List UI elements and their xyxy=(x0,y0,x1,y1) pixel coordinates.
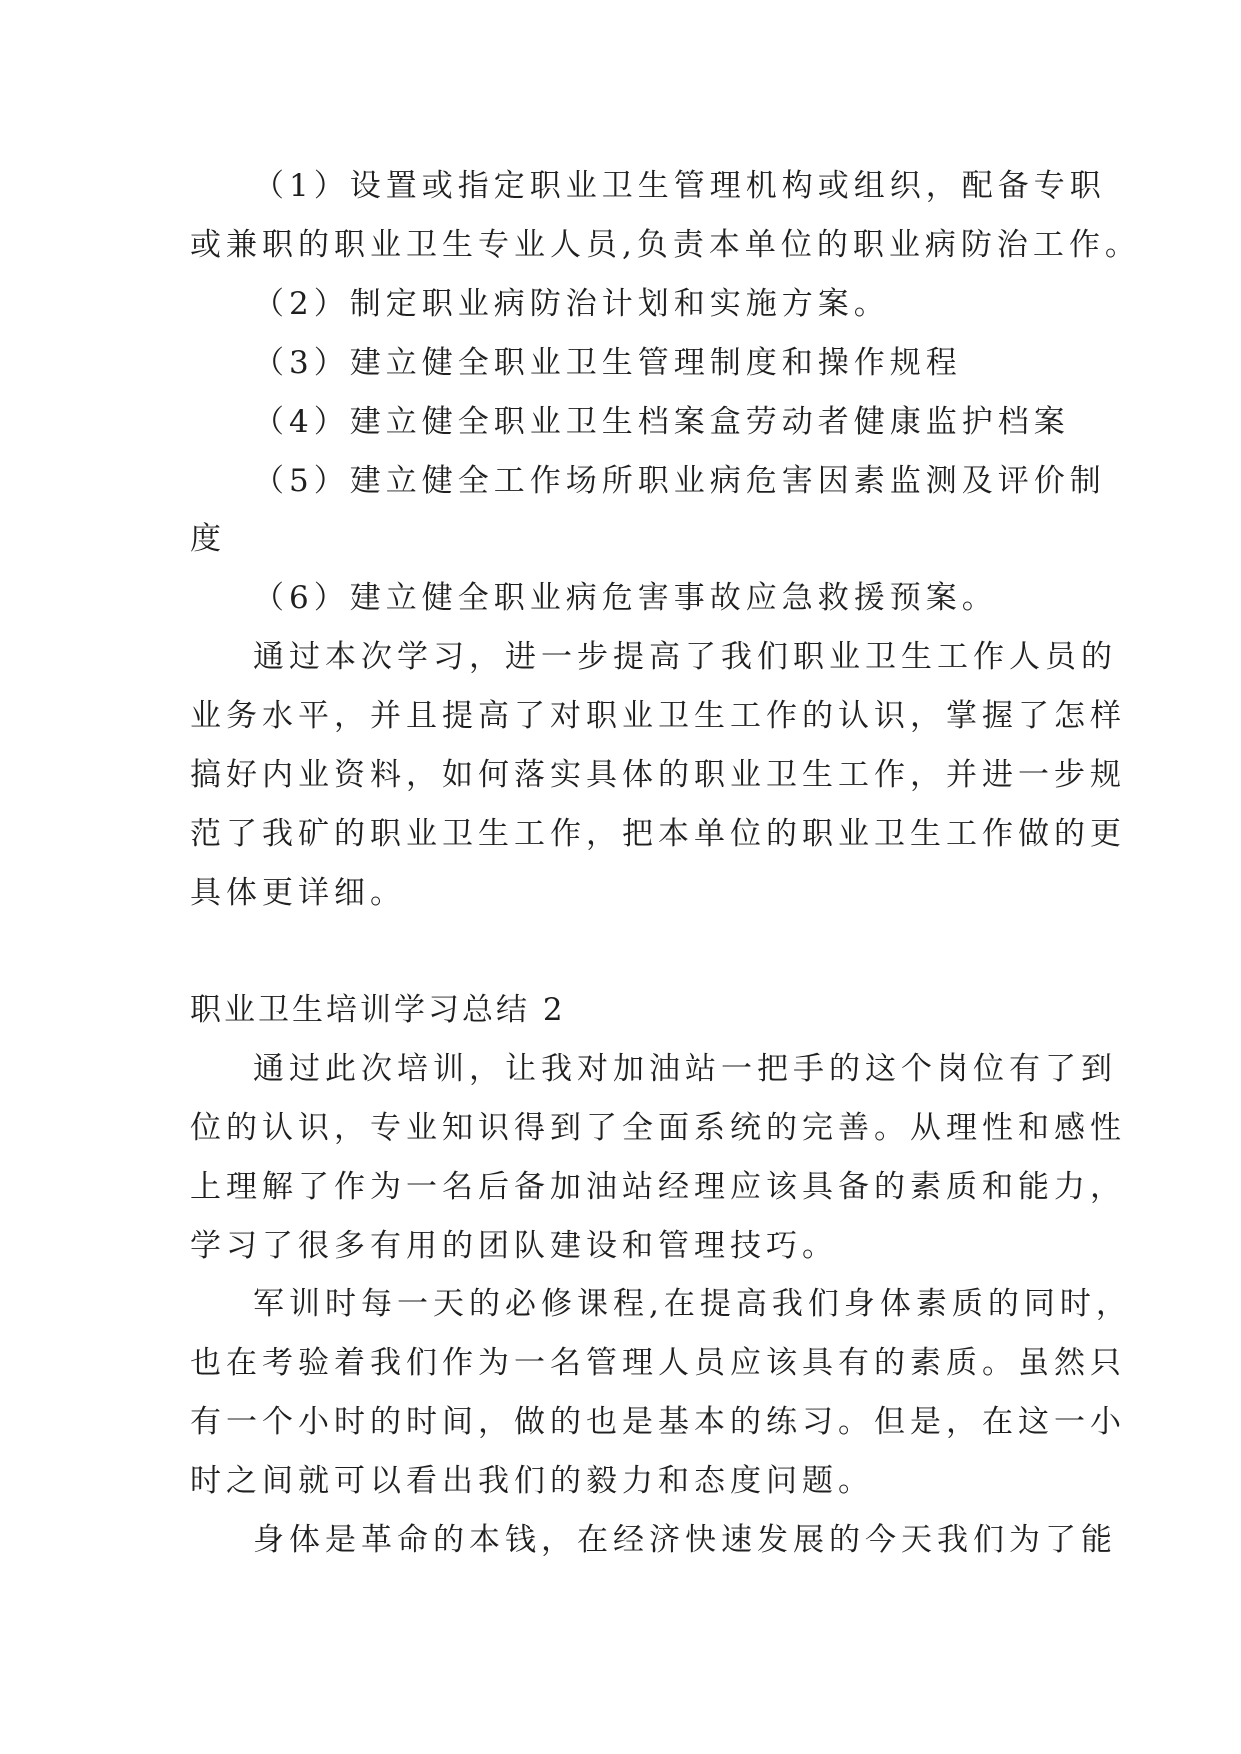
paragraph-line: （3）建立健全职业卫生管理制度和操作规程 xyxy=(253,345,962,381)
section-heading: 职业卫生培训学习总结 2 xyxy=(190,992,566,1028)
paragraph-line: 范了我矿的职业卫生工作，把本单位的职业卫生工作做的更 xyxy=(190,816,1126,852)
paragraph-line: 业务水平，并且提高了对职业卫生工作的认识，掌握了怎样 xyxy=(190,698,1126,734)
paragraph-line: 也在考验着我们作为一名管理人员应该具有的素质。虽然只 xyxy=(190,1345,1126,1381)
paragraph-line: 度 xyxy=(190,521,226,557)
paragraph-line: （6）建立健全职业病危害事故应急救援预案。 xyxy=(253,580,998,616)
paragraph-line: （1）设置或指定职业卫生管理机构或组织，配备专职 xyxy=(253,168,1106,204)
paragraph-line: 身体是革命的本钱，在经济快速发展的今天我们为了能 xyxy=(253,1522,1117,1558)
paragraph-line: 搞好内业资料，如何落实具体的职业卫生工作，并进一步规 xyxy=(190,757,1126,793)
paragraph-line: 有一个小时的时间，做的也是基本的练习。但是，在这一小 xyxy=(190,1404,1126,1440)
paragraph-line: （2）制定职业病防治计划和实施方案。 xyxy=(253,286,890,322)
paragraph-line: 学习了很多有用的团队建设和管理技巧。 xyxy=(190,1228,838,1264)
paragraph-line: 通过本次学习，进一步提高了我们职业卫生工作人员的 xyxy=(253,639,1117,675)
paragraph-line: （4）建立健全职业卫生档案盒劳动者健康监护档案 xyxy=(253,404,1070,440)
paragraph-line: 上理解了作为一名后备加油站经理应该具备的素质和能力， xyxy=(190,1169,1126,1205)
paragraph-line: 或兼职的职业卫生专业人员,负责本单位的职业病防治工作。 xyxy=(190,227,1141,263)
paragraph-line: 位的认识，专业知识得到了全面系统的完善。从理性和感性 xyxy=(190,1110,1126,1146)
paragraph-line: 具体更详细。 xyxy=(190,875,406,911)
paragraph-line: 时之间就可以看出我们的毅力和态度问题。 xyxy=(190,1463,874,1499)
paragraph-line: 军训时每一天的必修课程,在提高我们身体素质的同时， xyxy=(253,1286,1132,1322)
paragraph-line: （5）建立健全工作场所职业病危害因素监测及评价制 xyxy=(253,463,1106,499)
paragraph-line: 通过此次培训，让我对加油站一把手的这个岗位有了到 xyxy=(253,1051,1117,1087)
